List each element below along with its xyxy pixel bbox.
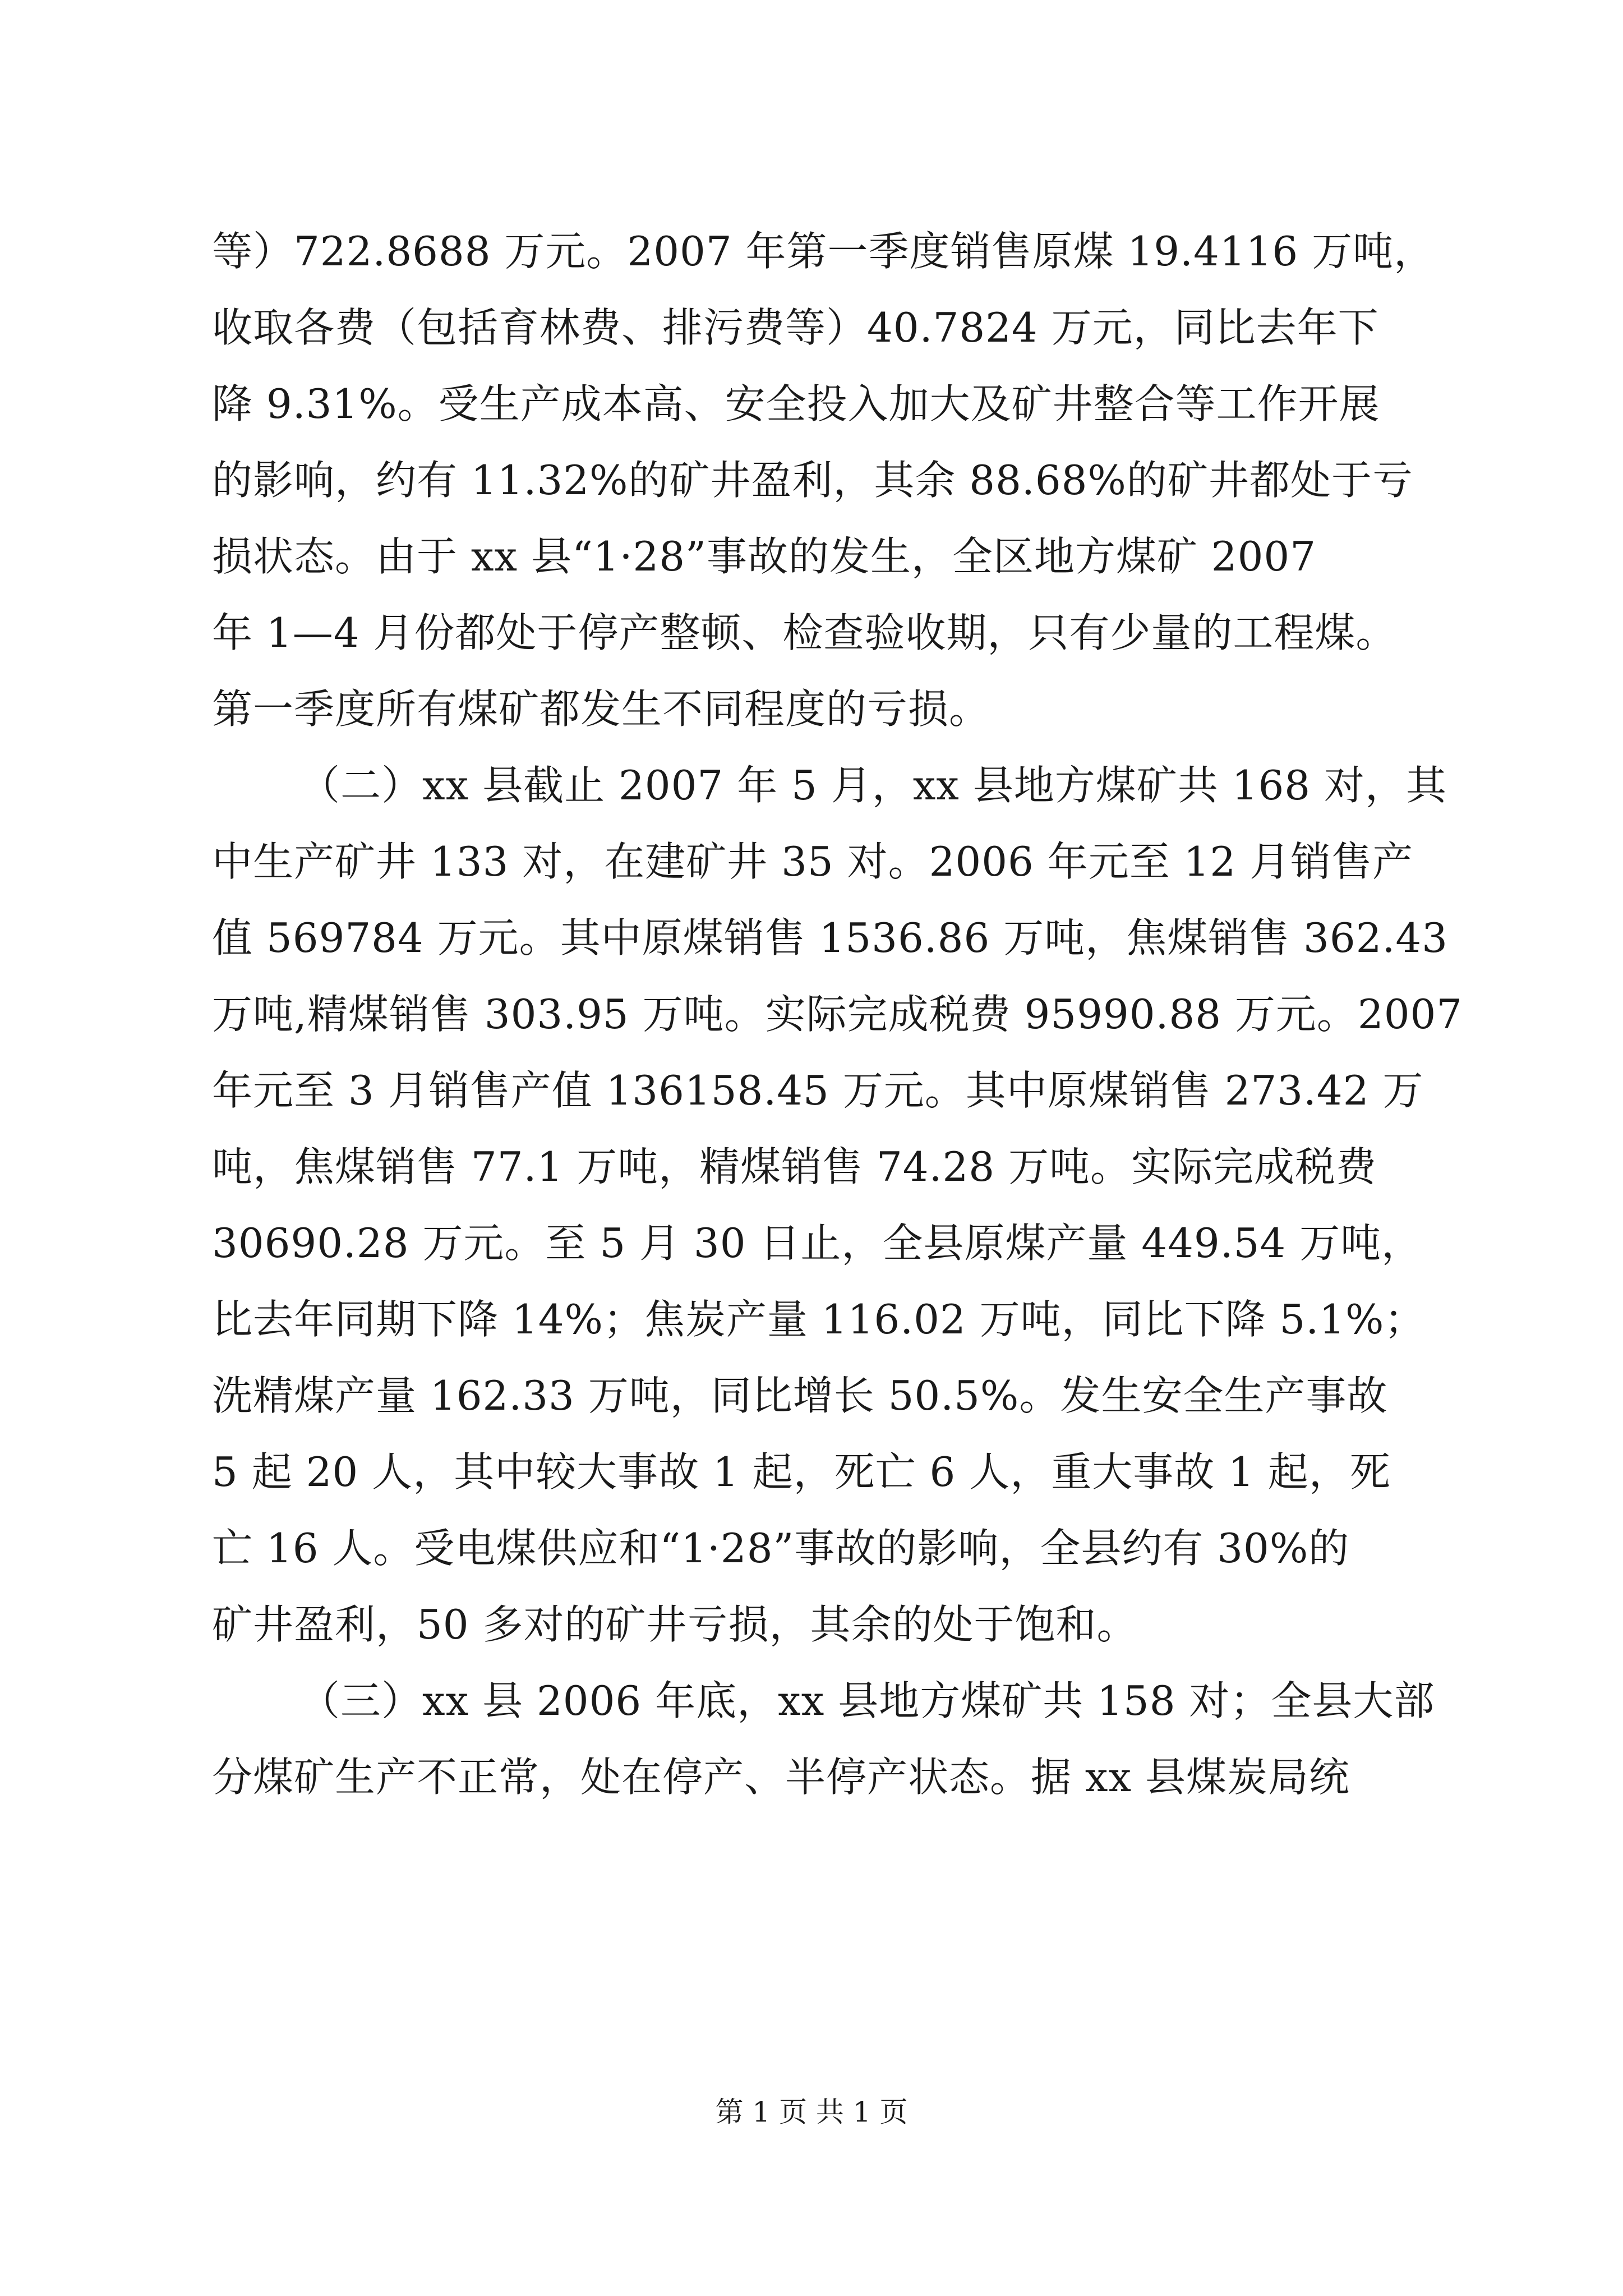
text-line-9: 中生产矿井 133 对，在建矿井 35 对。2006 年元至 12 月销售产 [212, 838, 1414, 885]
text-line-1: 等）722.8688 万元。2007 年第一季度销售原煤 19.4116 万吨， [212, 228, 1435, 275]
text-line-18: 亡 16 人。受电煤供应和“1·28”事故的影响，全县约有 30%的 [212, 1525, 1350, 1572]
text-line-16: 洗精煤产量 162.33 万吨，同比增长 50.5%。发生安全生产事故 [212, 1372, 1388, 1419]
text-line-20: （三）xx 县 2006 年底，xx 县地方煤矿共 158 对；全县大部 [299, 1677, 1435, 1724]
text-line-15: 比去年同期下降 14%；焦炭产量 116.02 万吨，同比下降 5.1%； [212, 1296, 1426, 1343]
text-line-21: 分煤矿生产不正常，处在停产、半停产状态。据 xx 县煤炭局统 [212, 1754, 1350, 1801]
text-line-2: 收取各费（包括育林费、排污费等）40.7824 万元，同比去年下 [212, 304, 1379, 351]
text-line-13: 吨，焦煤销售 77.1 万吨，精煤销售 74.28 万吨。实际完成税费 [212, 1143, 1377, 1190]
text-line-17: 5 起 20 人，其中较大事故 1 起，死亡 6 人，重大事故 1 起，死 [212, 1448, 1391, 1496]
text-line-6: 年 1—4 月份都处于停产整顿、检查验收期，只有少量的工程煤。 [212, 609, 1397, 656]
text-line-8: （二）xx 县截止 2007 年 5 月，xx 县地方煤矿共 168 对，其 [299, 762, 1447, 809]
page-number-label: 第 1 页 共 1 页 [715, 2096, 908, 2128]
text-line-3: 降 9.31%。受生产成本高、安全投入加大及矿井整合等工作开展 [212, 380, 1380, 427]
text-line-7: 第一季度所有煤矿都发生不同程度的亏损。 [212, 685, 990, 733]
text-line-4: 的影响，约有 11.32%的矿井盈利，其余 88.68%的矿井都处于亏 [212, 457, 1413, 504]
text-line-11: 万吨,精煤销售 303.95 万吨。实际完成税费 95990.88 万元。2007 [212, 991, 1463, 1038]
page-footer [0, 2095, 1623, 2129]
text-line-14: 30690.28 万元。至 5 月 30 日止，全县原煤产量 449.54 万吨， [212, 1220, 1423, 1267]
document-body [212, 213, 1463, 1815]
text-line-5: 损状态。由于 xx 县“1·28”事故的发生，全区地方煤矿 2007 [212, 533, 1317, 580]
text-line-10: 值 569784 万元。其中原煤销售 1536.86 万吨，焦煤销售 362.43 [212, 914, 1448, 961]
text-line-19: 矿井盈利，50 多对的矿井亏损，其余的处于饱和。 [212, 1601, 1138, 1648]
text-line-12: 年元至 3 月销售产值 136158.45 万元。其中原煤销售 273.42 万 [212, 1067, 1424, 1114]
